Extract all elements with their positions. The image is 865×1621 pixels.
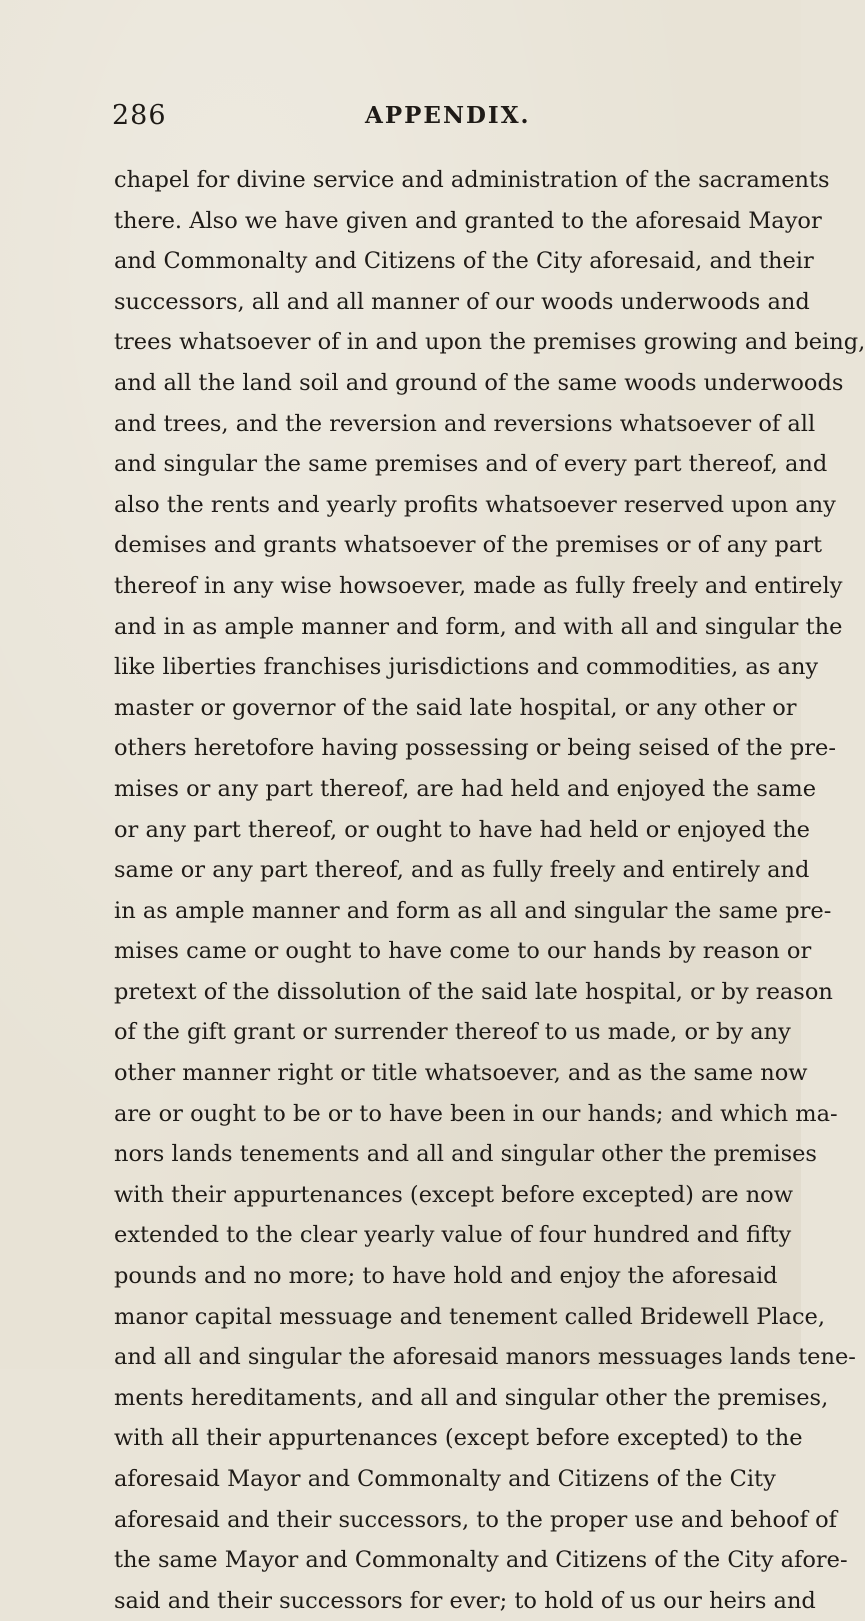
page-header	[112, 100, 732, 136]
text-line: pounds and no more; to have hold and enjoy the aforesaid	[114, 1263, 778, 1290]
text-line: said and their successors for ever; to hold of us our heirs and	[114, 1587, 816, 1614]
text-line: ments hereditaments, and all and singular other the premises,	[114, 1384, 829, 1411]
text-line: and all and singular the aforesaid manors messuages lands tene-	[114, 1344, 856, 1371]
text-line: with their appurtenances (except before excepted) are now	[114, 1181, 793, 1208]
text-line: nors lands tenements and all and singular other the premises	[114, 1141, 817, 1168]
text-line: aforesaid and their successors, to the proper use and behoof of	[114, 1506, 837, 1533]
body-text	[114, 160, 865, 1621]
text-line: successors, all and all manner of our woods underwoods and	[114, 288, 810, 315]
text-line: also the rents and yearly profits whatsoever reserved upon any	[114, 491, 836, 518]
text-line: same or any part thereof, and as fully freely and entirely and	[114, 857, 810, 884]
text-line: master or governor of the said late hospital, or any other or	[114, 694, 797, 721]
text-line: and trees, and the reversion and reversions whatsoever of all	[114, 410, 816, 437]
text-line: with all their appurtenances (except before excepted) to the	[114, 1425, 803, 1452]
text-line: of the gift grant or surrender thereof to us made, or by any	[114, 1019, 791, 1046]
text-line: demises and grants whatsoever of the premises or of any part	[114, 532, 823, 559]
text-line: and Commonalty and Citizens of the City aforesaid, and their	[114, 248, 814, 275]
text-line: are or ought to be or to have been in our hands; and which ma-	[114, 1100, 838, 1127]
running-head: APPENDIX.	[365, 102, 531, 129]
text-line: chapel for divine service and administration of the sacraments	[114, 167, 830, 193]
text-line: thereof in any wise howsoever, made as fully freely and entirely	[114, 572, 843, 599]
text-line: or any part thereof, or ought to have had held or enjoyed the	[114, 816, 810, 843]
text-line: mises or any part thereof, are had held and enjoyed the same	[114, 775, 817, 802]
text-line: there. Also we have given and granted to the aforesaid Mayor	[114, 207, 822, 234]
text-line: manor capital messuage and tenement called Bridewell Place,	[114, 1303, 826, 1330]
text-line: others heretofore having possessing or being seised of the pre-	[114, 735, 836, 762]
text-line: aforesaid Mayor and Commonalty and Citizens of the City	[114, 1466, 776, 1492]
text-line: and singular the same premises and of every part thereof, and	[114, 451, 828, 478]
text-line: and all the land soil and ground of the same woods underwoods	[114, 369, 844, 396]
text-line: trees whatsoever of in and upon the premises growing and being,	[114, 329, 865, 356]
text-line: the same Mayor and Commonalty and Citizens of the City afore-	[114, 1547, 848, 1574]
text-line: other manner right or title whatsoever, and as the same now	[114, 1060, 808, 1087]
text-line: and in as ample manner and form, and with all and singular the	[114, 613, 843, 640]
text-line: pretext of the dissolution of the said late hospital, or by reason	[114, 978, 833, 1005]
text-line: mises came or ought to have come to our hands by reason or	[114, 938, 812, 965]
text-line: in as ample manner and form as all and singular the same pre-	[114, 897, 832, 924]
page-number: 286	[112, 100, 167, 131]
text-line: extended to the clear yearly value of four hundred and fifty	[114, 1222, 792, 1249]
text-line: like liberties franchises jurisdictions and commodities, as any	[114, 654, 819, 681]
